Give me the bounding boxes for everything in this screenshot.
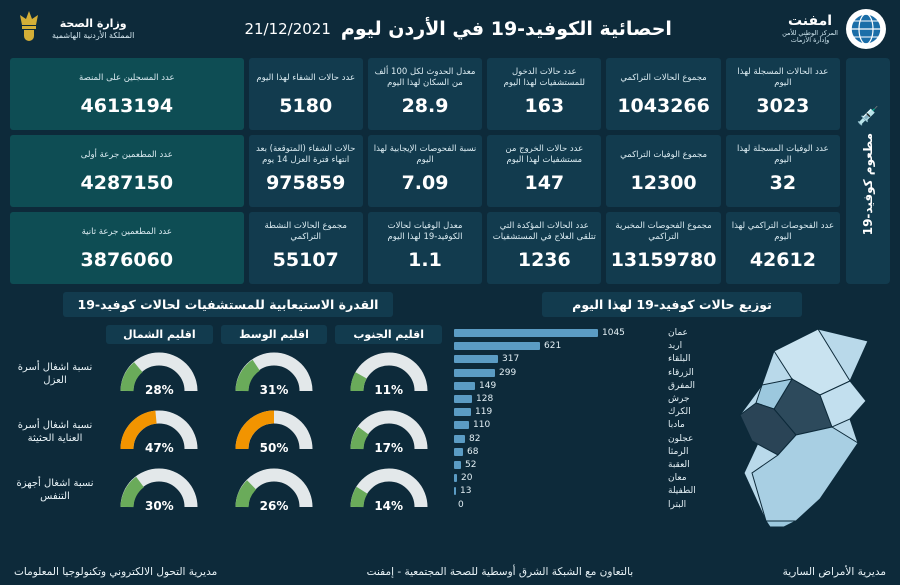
globe-icon bbox=[846, 9, 886, 49]
bar-label: عمان bbox=[668, 328, 688, 339]
bar-row bbox=[454, 353, 714, 365]
bar-track bbox=[454, 486, 664, 496]
bar-value: 110 bbox=[473, 420, 491, 431]
stat-label: عدد الوفيات المسجلة لهذا اليوم bbox=[737, 144, 829, 165]
bar-fill bbox=[454, 474, 457, 482]
vaccine-side-label bbox=[846, 58, 890, 284]
stat-card-tests-today bbox=[726, 212, 840, 284]
bar-row bbox=[454, 419, 714, 431]
bar-fill bbox=[454, 435, 465, 443]
bar-row bbox=[454, 367, 714, 379]
bar-label: جرش bbox=[668, 394, 690, 405]
bar-row bbox=[454, 433, 714, 445]
ministry-text bbox=[52, 17, 134, 42]
bar-label: الكرك bbox=[668, 407, 691, 418]
stat-card-death-rate bbox=[368, 212, 482, 284]
gauge-value: 31% bbox=[259, 383, 289, 397]
stat-value: 147 bbox=[524, 172, 565, 194]
stat-value: 3023 bbox=[756, 95, 810, 117]
bar-value: 299 bbox=[499, 367, 517, 378]
bar-label: العقبة bbox=[668, 459, 690, 470]
bar-track bbox=[454, 354, 664, 364]
gauge-icu-south bbox=[331, 409, 446, 455]
stat-value: 12300 bbox=[630, 172, 697, 194]
bar-fill bbox=[454, 395, 472, 403]
stat-card-deaths-today bbox=[726, 135, 840, 207]
bar-track bbox=[454, 341, 664, 351]
bottom-area bbox=[0, 317, 900, 532]
stat-card-second-dose bbox=[10, 212, 244, 284]
stat-label: معدل الوفيات لحالات الكوفيد-19 لهذا اليوم bbox=[387, 221, 463, 242]
region-header-north: اقليم الشمال bbox=[106, 325, 213, 344]
stat-label: عدد الحالات المؤكدة التي تتلقى العلاج في المستشفيات bbox=[492, 221, 596, 242]
bar-track bbox=[454, 447, 664, 457]
stat-label: مجموع الفحوصات المخبرية التراكمي bbox=[615, 221, 712, 242]
stat-value: 4287150 bbox=[80, 172, 174, 194]
bar-track bbox=[454, 394, 664, 404]
bar-value: 0 bbox=[458, 499, 464, 510]
stat-card-new-cases bbox=[726, 58, 840, 130]
stat-card-incidence-rate bbox=[368, 58, 482, 130]
syringe-icon: 💉 bbox=[856, 106, 880, 128]
ministry-block bbox=[14, 9, 134, 49]
brand-sub2: وإدارة الأزمات bbox=[790, 36, 830, 45]
page-footer bbox=[0, 559, 900, 585]
gauge-value: 30% bbox=[144, 499, 174, 513]
stat-label: عدد المطعمين جرعة ثانية bbox=[81, 226, 172, 237]
stat-value: 1043266 bbox=[617, 95, 710, 117]
bar-row bbox=[454, 380, 714, 392]
section-titles-row bbox=[0, 284, 900, 317]
bar-row bbox=[454, 327, 714, 339]
stat-label: عدد المسجلين على المنصة bbox=[79, 72, 175, 83]
bar-label: المفرق bbox=[668, 380, 695, 391]
stat-label: عدد حالات الدخول للمستشفيات لهذا اليوم bbox=[503, 67, 585, 88]
bar-label: البترا bbox=[668, 499, 687, 510]
stat-label: معدل الحدوث لكل 100 ألف من السكان لهذا اليوم bbox=[374, 67, 476, 88]
stat-label: مجموع الوفيات التراكمي bbox=[620, 149, 708, 160]
emphnet-wordmark bbox=[782, 13, 838, 44]
emphnet-logo-block bbox=[782, 9, 886, 49]
capacity-row-label-ventilator: نسبة اشغال أجهزة التنفس bbox=[16, 478, 94, 502]
gauge-isolation-central bbox=[217, 351, 332, 397]
region-header-central: اقليم الوسط bbox=[221, 325, 328, 344]
jordan-map bbox=[714, 323, 890, 532]
stat-label: مجموع الحالات النشطة التراكمي bbox=[264, 221, 347, 242]
bar-value: 52 bbox=[465, 459, 477, 470]
gauge-icu-central bbox=[217, 409, 332, 455]
bar-fill bbox=[454, 461, 461, 469]
gauge-value: 11% bbox=[374, 383, 404, 397]
distribution-title: توزيع حالات كوفيد-19 لهذا اليوم bbox=[542, 292, 802, 317]
footer-right: مديرية الأمراض السارية bbox=[782, 566, 886, 578]
bar-fill bbox=[454, 355, 498, 363]
bar-fill bbox=[454, 487, 456, 495]
stat-card-hospital-admissions bbox=[487, 58, 601, 130]
footer-center: بالتعاون مع الشبكة الشرق أوسطية للصحة المجتمعية - إمفنت bbox=[366, 566, 634, 578]
bar-fill bbox=[454, 382, 475, 390]
gauge-value: 28% bbox=[144, 383, 174, 397]
stat-value: 4613194 bbox=[80, 95, 174, 117]
gauge-value: 26% bbox=[259, 499, 289, 513]
stat-label: عدد المطعمين جرعة أولى bbox=[80, 149, 173, 160]
footer-left: مديرية التحول الالكتروني وتكنولوجيا المعلومات bbox=[14, 566, 218, 578]
statistics-grid-wrapper bbox=[0, 58, 900, 284]
bar-track bbox=[454, 500, 664, 510]
bar-row bbox=[454, 498, 714, 510]
bar-track bbox=[454, 368, 664, 378]
gauge-ventilator-central bbox=[217, 467, 332, 513]
capacity-row-label-isolation: نسبة اشغال أسرة العزل bbox=[17, 362, 93, 386]
bar-fill bbox=[454, 369, 495, 377]
stat-card-hospital-discharges bbox=[487, 135, 601, 207]
bar-value: 82 bbox=[469, 433, 481, 444]
gauge-value: 50% bbox=[259, 441, 289, 455]
gauge-ventilator-south bbox=[331, 467, 446, 513]
crown-icon bbox=[14, 9, 44, 49]
stat-label: نسبة الفحوصات الإيجابية لهذا اليوم bbox=[373, 144, 477, 165]
bar-value: 621 bbox=[544, 341, 562, 352]
stat-value: 3876060 bbox=[80, 249, 174, 271]
bar-value: 13 bbox=[460, 486, 472, 497]
bar-value: 1045 bbox=[602, 328, 625, 339]
cases-by-governorate-bar-chart bbox=[454, 323, 714, 532]
stat-card-recoveries-today bbox=[249, 58, 363, 130]
bar-value: 317 bbox=[502, 354, 520, 365]
gauge-value: 14% bbox=[374, 499, 404, 513]
bar-track bbox=[454, 381, 664, 391]
bar-fill bbox=[454, 342, 540, 350]
bar-fill bbox=[454, 329, 598, 337]
bar-value: 68 bbox=[467, 446, 479, 457]
ministry-line1: وزارة الصحة bbox=[59, 16, 127, 30]
stat-card-positivity-rate bbox=[368, 135, 482, 207]
bar-row bbox=[454, 446, 714, 458]
stat-value: 7.09 bbox=[401, 172, 449, 194]
capacity-row-label-icu: نسبة اشغال أسرة العناية الحثيثة bbox=[17, 420, 93, 444]
statistics-grid bbox=[10, 58, 840, 284]
stat-value: 1236 bbox=[517, 249, 571, 271]
bar-track bbox=[454, 328, 664, 338]
stat-label: عدد الفحوصات التراكمي لهذا اليوم bbox=[731, 221, 835, 242]
gauge-value: 47% bbox=[144, 441, 174, 455]
stat-card-total-deaths bbox=[606, 135, 720, 207]
stat-value: 55107 bbox=[272, 249, 339, 271]
bar-label: الطفيلة bbox=[668, 486, 696, 497]
bar-fill bbox=[454, 408, 471, 416]
region-header-south: اقليم الجنوب bbox=[335, 325, 442, 344]
bar-track bbox=[454, 407, 664, 417]
bar-value: 119 bbox=[475, 407, 493, 418]
stat-value: 163 bbox=[524, 95, 565, 117]
bar-row bbox=[454, 459, 714, 471]
gauge-value: 17% bbox=[374, 441, 404, 455]
bar-label: الرمثا bbox=[668, 446, 689, 457]
stat-label: عدد حالات الخروج من مستشفيات لهذا اليوم bbox=[505, 144, 584, 165]
bar-track bbox=[454, 473, 664, 483]
stat-value: 975859 bbox=[266, 172, 346, 194]
vaccine-label-text: مطعوم كوفيد-19 bbox=[861, 133, 875, 236]
stat-card-total-cases bbox=[606, 58, 720, 130]
stat-label: عدد حالات الشفاء لهذا اليوم bbox=[256, 72, 356, 83]
page-title: احصائية الكوفيد-19 في الأردن ليوم bbox=[340, 18, 672, 40]
gauge-isolation-north bbox=[102, 351, 217, 397]
header-center bbox=[134, 18, 782, 40]
bar-row bbox=[454, 472, 714, 484]
capacity-panel-header bbox=[10, 292, 446, 317]
stat-card-total-tests bbox=[606, 212, 720, 284]
stat-label: عدد الحالات المسجلة لهذا اليوم bbox=[737, 67, 829, 88]
bar-label: البلقاء bbox=[668, 354, 691, 365]
bar-row bbox=[454, 406, 714, 418]
page-header bbox=[0, 0, 900, 58]
distribution-panel-header bbox=[454, 292, 890, 317]
ministry-line2: المملكة الأردنية الهاشمية bbox=[52, 30, 135, 40]
capacity-gauge-grid bbox=[10, 323, 446, 519]
bar-row bbox=[454, 340, 714, 352]
report-date: 21/12/2021 bbox=[244, 20, 331, 38]
stat-value: 5180 bbox=[279, 95, 333, 117]
stat-card-first-dose bbox=[10, 135, 244, 207]
bar-track bbox=[454, 460, 664, 470]
bar-row bbox=[454, 393, 714, 405]
bar-value: 149 bbox=[479, 380, 497, 391]
stat-value: 28.9 bbox=[401, 95, 449, 117]
stat-card-platform-registered bbox=[10, 58, 244, 130]
bar-fill bbox=[454, 421, 469, 429]
bar-label: مادبا bbox=[668, 420, 685, 431]
stat-value: 13159780 bbox=[610, 249, 717, 271]
bar-label: عجلون bbox=[668, 433, 694, 444]
stat-value: 32 bbox=[769, 172, 797, 194]
bar-track bbox=[454, 434, 664, 444]
stat-card-in-treatment bbox=[487, 212, 601, 284]
stat-label: مجموع الحالات التراكمي bbox=[620, 72, 707, 83]
bar-value: 128 bbox=[476, 394, 494, 405]
gauge-ventilator-north bbox=[102, 467, 217, 513]
stat-card-expected-recoveries bbox=[249, 135, 363, 207]
brand-sub1: المركز الوطني للأمن bbox=[782, 28, 838, 37]
brand-name: امفنت bbox=[787, 13, 833, 30]
bar-label: الزرقاء bbox=[668, 367, 694, 378]
gauge-isolation-south bbox=[331, 351, 446, 397]
bar-row bbox=[454, 485, 714, 497]
capacity-title: القدرة الاستيعابية للمستشفيات لحالات كوفيد-19 bbox=[63, 292, 393, 317]
bar-value: 20 bbox=[461, 473, 473, 484]
gauge-icu-north bbox=[102, 409, 217, 455]
bar-track bbox=[454, 420, 664, 430]
bar-label: معان bbox=[668, 473, 687, 484]
stat-label: حالات الشفاء (المتوقعة) بعد انتهاء فترة العزل 14 يوم bbox=[256, 144, 356, 165]
bar-fill bbox=[454, 448, 463, 456]
hospital-capacity-panel bbox=[10, 323, 446, 532]
stat-card-active-cases bbox=[249, 212, 363, 284]
cases-distribution-panel bbox=[454, 323, 890, 532]
stat-value: 42612 bbox=[749, 249, 816, 271]
bar-label: اربد bbox=[668, 341, 683, 352]
stat-value: 1.1 bbox=[408, 249, 442, 271]
